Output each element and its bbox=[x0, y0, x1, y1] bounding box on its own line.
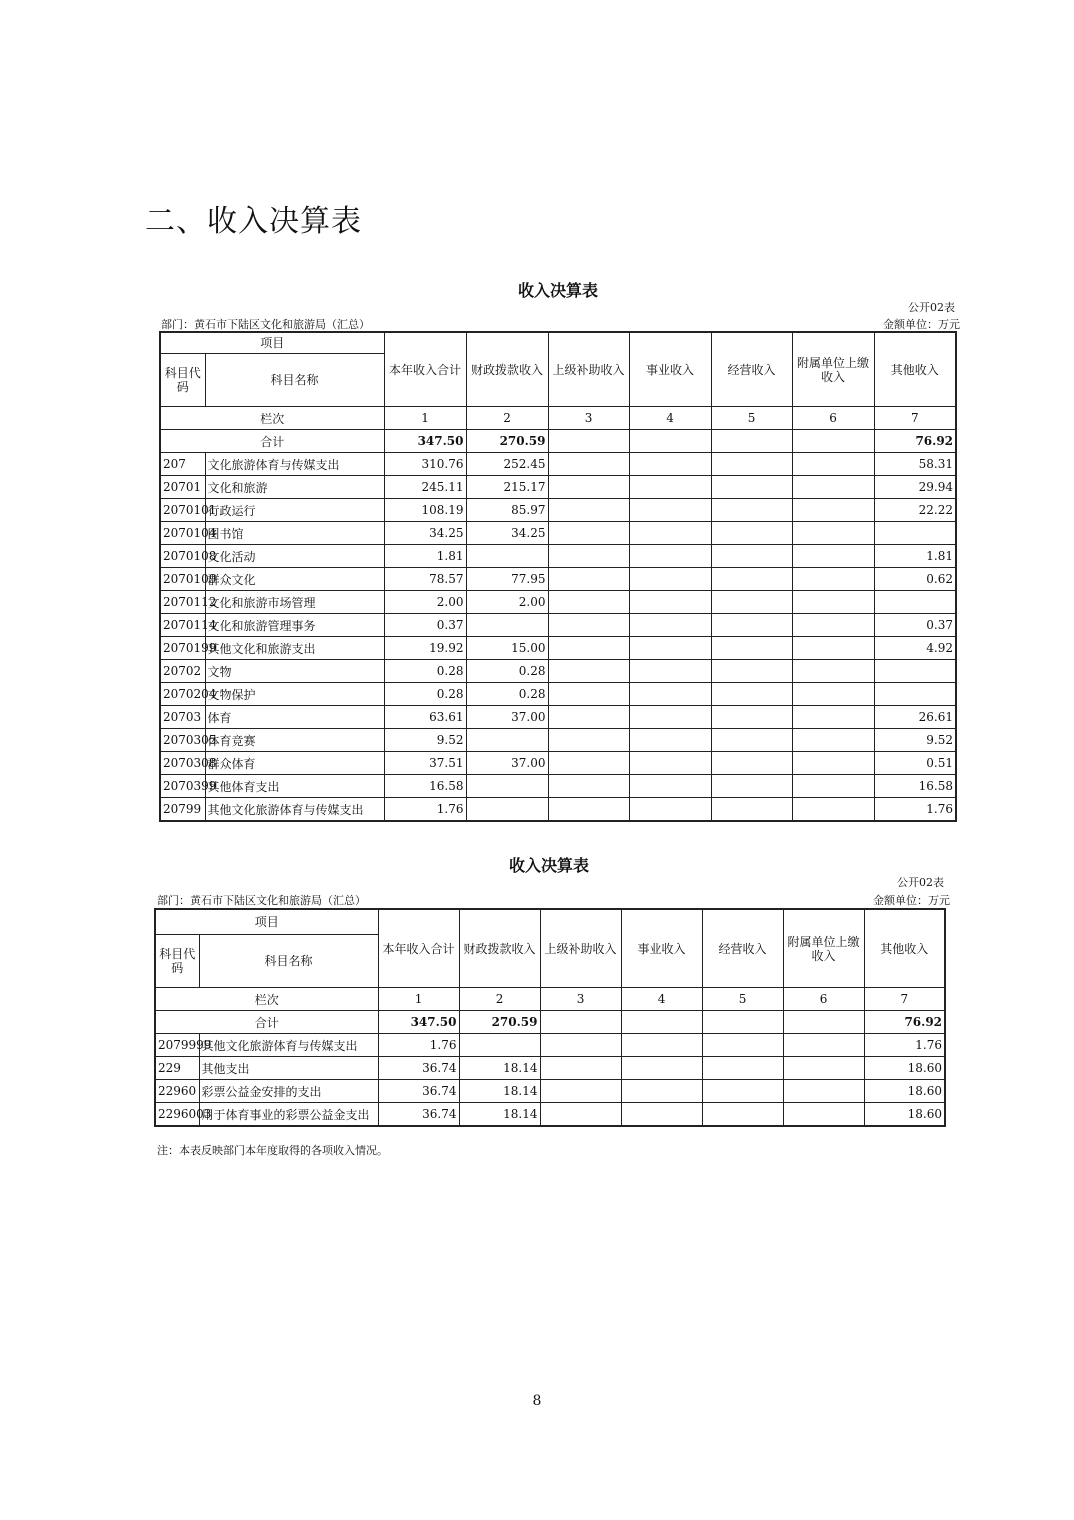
amount-cell: 1.81 bbox=[384, 545, 466, 568]
total-value bbox=[792, 430, 874, 453]
amount-cell bbox=[874, 591, 956, 614]
amount-cell bbox=[874, 522, 956, 545]
column-header: 附属单位上缴收入 bbox=[783, 909, 864, 988]
unit-label: 金额单位：万元 bbox=[883, 318, 960, 331]
column-number: 7 bbox=[874, 407, 956, 430]
amount-cell bbox=[629, 568, 711, 591]
amount-cell bbox=[711, 545, 792, 568]
column-number: 3 bbox=[548, 407, 629, 430]
amount-cell bbox=[783, 1057, 864, 1080]
subject-code: 2070399 bbox=[160, 775, 205, 798]
subject-name: 体育 bbox=[205, 706, 384, 729]
amount-cell: 19.92 bbox=[384, 637, 466, 660]
column-number: 2 bbox=[459, 988, 540, 1011]
subject-name: 文化活动 bbox=[205, 545, 384, 568]
name-header: 科目名称 bbox=[199, 935, 378, 988]
department-label: 部门：黄石市下陆区文化和旅游局（汇总） bbox=[157, 894, 366, 907]
total-value bbox=[783, 1011, 864, 1034]
amount-cell: 4.92 bbox=[874, 637, 956, 660]
column-number: 6 bbox=[792, 407, 874, 430]
amount-cell bbox=[792, 476, 874, 499]
amount-cell bbox=[792, 729, 874, 752]
column-header: 其他收入 bbox=[864, 909, 945, 988]
column-number: 4 bbox=[621, 988, 702, 1011]
subject-code: 229 bbox=[155, 1057, 199, 1080]
table-title: 收入决算表 bbox=[517, 281, 598, 300]
amount-cell bbox=[629, 637, 711, 660]
subject-name: 体育竞赛 bbox=[205, 729, 384, 752]
subject-code: 2296003 bbox=[155, 1103, 199, 1127]
amount-cell bbox=[548, 775, 629, 798]
amount-cell: 0.51 bbox=[874, 752, 956, 775]
amount-cell bbox=[629, 522, 711, 545]
amount-cell: 18.14 bbox=[459, 1103, 540, 1127]
table-row bbox=[160, 568, 956, 591]
amount-cell: 37.00 bbox=[466, 706, 548, 729]
amount-cell bbox=[792, 453, 874, 476]
amount-cell: 108.19 bbox=[384, 499, 466, 522]
amount-cell bbox=[629, 798, 711, 822]
amount-cell: 34.25 bbox=[466, 522, 548, 545]
amount-cell bbox=[711, 568, 792, 591]
total-value bbox=[548, 430, 629, 453]
table-row bbox=[160, 591, 956, 614]
amount-cell bbox=[629, 752, 711, 775]
amount-cell: 63.61 bbox=[384, 706, 466, 729]
amount-cell bbox=[466, 729, 548, 752]
subject-name: 文物保护 bbox=[205, 683, 384, 706]
column-number: 5 bbox=[711, 407, 792, 430]
amount-cell bbox=[548, 798, 629, 822]
amount-cell bbox=[792, 660, 874, 683]
amount-cell: 37.00 bbox=[466, 752, 548, 775]
amount-cell bbox=[702, 1057, 783, 1080]
amount-cell bbox=[711, 729, 792, 752]
column-header: 财政拨款收入 bbox=[459, 909, 540, 988]
amount-cell: 0.37 bbox=[384, 614, 466, 637]
subject-code: 2070112 bbox=[160, 591, 205, 614]
column-number: 1 bbox=[378, 988, 459, 1011]
amount-cell: 34.25 bbox=[384, 522, 466, 545]
amount-cell bbox=[540, 1080, 621, 1103]
column-header: 事业收入 bbox=[621, 909, 702, 988]
department-label: 部门：黄石市下陆区文化和旅游局（汇总） bbox=[161, 318, 370, 331]
amount-cell: 0.28 bbox=[384, 683, 466, 706]
subject-name: 文化和旅游管理事务 bbox=[205, 614, 384, 637]
subject-name: 群众文化 bbox=[205, 568, 384, 591]
total-value bbox=[711, 430, 792, 453]
column-header: 其他收入 bbox=[874, 332, 956, 407]
subject-name: 群众体育 bbox=[205, 752, 384, 775]
amount-cell: 85.97 bbox=[466, 499, 548, 522]
amount-cell bbox=[466, 775, 548, 798]
amount-cell bbox=[711, 614, 792, 637]
amount-cell bbox=[466, 614, 548, 637]
amount-cell: 15.00 bbox=[466, 637, 548, 660]
subject-name: 行政运行 bbox=[205, 499, 384, 522]
amount-cell: 215.17 bbox=[466, 476, 548, 499]
total-value: 76.92 bbox=[874, 430, 956, 453]
subject-code: 2070199 bbox=[160, 637, 205, 660]
amount-cell bbox=[540, 1034, 621, 1057]
amount-cell bbox=[621, 1034, 702, 1057]
amount-cell bbox=[711, 591, 792, 614]
column-header: 本年收入合计 bbox=[384, 332, 466, 407]
column-header: 事业收入 bbox=[629, 332, 711, 407]
amount-cell: 16.58 bbox=[384, 775, 466, 798]
amount-cell: 1.81 bbox=[874, 545, 956, 568]
amount-cell bbox=[711, 752, 792, 775]
income-table bbox=[159, 331, 957, 822]
lanci-label: 栏次 bbox=[160, 407, 384, 430]
subject-name: 其他体育支出 bbox=[205, 775, 384, 798]
amount-cell bbox=[711, 660, 792, 683]
amount-cell bbox=[783, 1080, 864, 1103]
table-row bbox=[160, 798, 956, 822]
subject-name: 用于体育事业的彩票公益金支出 bbox=[199, 1103, 378, 1127]
amount-cell bbox=[792, 499, 874, 522]
subject-code: 207 bbox=[160, 453, 205, 476]
table-row bbox=[155, 1103, 945, 1127]
amount-cell bbox=[711, 683, 792, 706]
amount-cell: 58.31 bbox=[874, 453, 956, 476]
amount-cell: 18.60 bbox=[864, 1057, 945, 1080]
subject-name: 文化旅游体育与传媒支出 bbox=[205, 453, 384, 476]
project-header: 项目 bbox=[155, 909, 378, 935]
column-header: 附属单位上缴收入 bbox=[792, 332, 874, 407]
amount-cell: 0.28 bbox=[466, 683, 548, 706]
subject-code: 2070204 bbox=[160, 683, 205, 706]
amount-cell bbox=[792, 637, 874, 660]
amount-cell bbox=[629, 545, 711, 568]
table-row bbox=[160, 522, 956, 545]
amount-cell: 310.76 bbox=[384, 453, 466, 476]
amount-cell bbox=[548, 683, 629, 706]
column-header: 经营收入 bbox=[711, 332, 792, 407]
subject-name: 其他文化和旅游支出 bbox=[205, 637, 384, 660]
column-header: 上级补助收入 bbox=[540, 909, 621, 988]
table-row bbox=[160, 499, 956, 522]
amount-cell bbox=[629, 453, 711, 476]
amount-cell bbox=[548, 568, 629, 591]
amount-cell bbox=[466, 545, 548, 568]
table-row bbox=[160, 775, 956, 798]
total-value: 347.50 bbox=[384, 430, 466, 453]
amount-cell bbox=[792, 591, 874, 614]
subject-code: 2070104 bbox=[160, 522, 205, 545]
amount-cell bbox=[459, 1034, 540, 1057]
amount-cell: 2.00 bbox=[384, 591, 466, 614]
amount-cell: 18.60 bbox=[864, 1080, 945, 1103]
amount-cell: 9.52 bbox=[384, 729, 466, 752]
subject-name: 文化和旅游 bbox=[205, 476, 384, 499]
table-row bbox=[155, 1057, 945, 1080]
amount-cell bbox=[548, 660, 629, 683]
subject-code: 2070305 bbox=[160, 729, 205, 752]
subject-code: 2070108 bbox=[160, 545, 205, 568]
amount-cell: 1.76 bbox=[874, 798, 956, 822]
subject-code: 20799 bbox=[160, 798, 205, 822]
amount-cell bbox=[548, 476, 629, 499]
amount-cell bbox=[711, 706, 792, 729]
table-row bbox=[160, 476, 956, 499]
amount-cell: 1.76 bbox=[378, 1034, 459, 1057]
amount-cell bbox=[792, 545, 874, 568]
amount-cell bbox=[621, 1080, 702, 1103]
table-row bbox=[160, 453, 956, 476]
subject-code: 2070114 bbox=[160, 614, 205, 637]
amount-cell bbox=[629, 706, 711, 729]
amount-cell: 36.74 bbox=[378, 1080, 459, 1103]
amount-cell bbox=[711, 499, 792, 522]
amount-cell: 29.94 bbox=[874, 476, 956, 499]
amount-cell bbox=[783, 1103, 864, 1127]
table-row bbox=[155, 1080, 945, 1103]
header-row bbox=[155, 909, 945, 935]
amount-cell bbox=[792, 683, 874, 706]
total-value: 76.92 bbox=[864, 1011, 945, 1034]
unit-label: 金额单位：万元 bbox=[873, 894, 950, 907]
total-value bbox=[629, 430, 711, 453]
amount-cell bbox=[540, 1103, 621, 1127]
header-row bbox=[160, 332, 956, 354]
amount-cell bbox=[629, 729, 711, 752]
page-number: 8 bbox=[532, 1393, 542, 1409]
amount-cell bbox=[711, 453, 792, 476]
amount-cell bbox=[629, 775, 711, 798]
amount-cell: 18.60 bbox=[864, 1103, 945, 1127]
amount-cell bbox=[548, 614, 629, 637]
amount-cell bbox=[792, 706, 874, 729]
subject-name: 其他文化旅游体育与传媒支出 bbox=[205, 798, 384, 822]
amount-cell bbox=[548, 637, 629, 660]
subject-name: 文化和旅游市场管理 bbox=[205, 591, 384, 614]
amount-cell bbox=[548, 499, 629, 522]
amount-cell bbox=[548, 453, 629, 476]
column-number: 4 bbox=[629, 407, 711, 430]
amount-cell bbox=[548, 729, 629, 752]
amount-cell bbox=[548, 706, 629, 729]
column-number: 2 bbox=[466, 407, 548, 430]
subject-code: 20701 bbox=[160, 476, 205, 499]
amount-cell: 0.62 bbox=[874, 568, 956, 591]
amount-cell bbox=[792, 775, 874, 798]
table-row bbox=[160, 545, 956, 568]
amount-cell bbox=[629, 591, 711, 614]
amount-cell: 36.74 bbox=[378, 1057, 459, 1080]
column-header: 财政拨款收入 bbox=[466, 332, 548, 407]
table-row bbox=[160, 729, 956, 752]
table-row bbox=[160, 637, 956, 660]
total-value: 347.50 bbox=[378, 1011, 459, 1034]
column-number: 6 bbox=[783, 988, 864, 1011]
column-header: 本年收入合计 bbox=[378, 909, 459, 988]
amount-cell bbox=[629, 660, 711, 683]
subject-code: 22960 bbox=[155, 1080, 199, 1103]
amount-cell bbox=[540, 1057, 621, 1080]
amount-cell: 26.61 bbox=[874, 706, 956, 729]
total-value bbox=[621, 1011, 702, 1034]
amount-cell bbox=[711, 637, 792, 660]
column-number-row bbox=[160, 407, 956, 430]
amount-cell bbox=[466, 798, 548, 822]
table-row bbox=[160, 706, 956, 729]
subject-code: 20702 bbox=[160, 660, 205, 683]
total-value: 270.59 bbox=[459, 1011, 540, 1034]
subject-name: 其他支出 bbox=[199, 1057, 378, 1080]
total-label: 合计 bbox=[155, 1011, 378, 1034]
amount-cell: 18.14 bbox=[459, 1080, 540, 1103]
amount-cell: 77.95 bbox=[466, 568, 548, 591]
amount-cell bbox=[702, 1034, 783, 1057]
amount-cell bbox=[711, 798, 792, 822]
project-header: 项目 bbox=[160, 332, 384, 354]
table-title: 收入决算表 bbox=[508, 856, 589, 875]
amount-cell bbox=[702, 1103, 783, 1127]
amount-cell bbox=[702, 1080, 783, 1103]
subject-code: 2070109 bbox=[160, 568, 205, 591]
amount-cell bbox=[792, 614, 874, 637]
amount-cell bbox=[621, 1103, 702, 1127]
income-table bbox=[154, 908, 946, 1127]
column-number-row bbox=[155, 988, 945, 1011]
amount-cell bbox=[548, 752, 629, 775]
amount-cell bbox=[629, 683, 711, 706]
column-number: 1 bbox=[384, 407, 466, 430]
table-row bbox=[160, 683, 956, 706]
amount-cell: 36.74 bbox=[378, 1103, 459, 1127]
amount-cell bbox=[629, 614, 711, 637]
column-number: 7 bbox=[864, 988, 945, 1011]
amount-cell: 245.11 bbox=[384, 476, 466, 499]
amount-cell bbox=[548, 545, 629, 568]
subject-code: 20703 bbox=[160, 706, 205, 729]
amount-cell: 0.28 bbox=[466, 660, 548, 683]
amount-cell bbox=[711, 476, 792, 499]
amount-cell bbox=[792, 752, 874, 775]
table-note: 注：本表反映部门本年度取得的各项收入情况。 bbox=[157, 1144, 388, 1157]
subject-name: 彩票公益金安排的支出 bbox=[199, 1080, 378, 1103]
amount-cell bbox=[711, 775, 792, 798]
subject-name: 图书馆 bbox=[205, 522, 384, 545]
amount-cell bbox=[711, 522, 792, 545]
form-number: 公开02表 bbox=[908, 301, 955, 314]
amount-cell: 2.00 bbox=[466, 591, 548, 614]
table-row bbox=[160, 660, 956, 683]
subject-name: 文物 bbox=[205, 660, 384, 683]
form-number: 公开02表 bbox=[897, 876, 944, 889]
column-number: 5 bbox=[702, 988, 783, 1011]
lanci-label: 栏次 bbox=[155, 988, 378, 1011]
amount-cell: 18.14 bbox=[459, 1057, 540, 1080]
amount-cell bbox=[792, 568, 874, 591]
amount-cell bbox=[548, 522, 629, 545]
column-header: 经营收入 bbox=[702, 909, 783, 988]
total-value bbox=[540, 1011, 621, 1034]
amount-cell bbox=[874, 660, 956, 683]
amount-cell: 252.45 bbox=[466, 453, 548, 476]
amount-cell: 78.57 bbox=[384, 568, 466, 591]
subject-name: 其他文化旅游体育与传媒支出 bbox=[199, 1034, 378, 1057]
subject-code: 2070308 bbox=[160, 752, 205, 775]
amount-cell bbox=[874, 683, 956, 706]
amount-cell bbox=[783, 1034, 864, 1057]
total-label: 合计 bbox=[160, 430, 384, 453]
amount-cell: 0.37 bbox=[874, 614, 956, 637]
page-heading: 二、收入决算表 bbox=[145, 204, 362, 239]
amount-cell: 1.76 bbox=[864, 1034, 945, 1057]
amount-cell: 0.28 bbox=[384, 660, 466, 683]
table-row bbox=[155, 1034, 945, 1057]
amount-cell bbox=[629, 476, 711, 499]
amount-cell bbox=[548, 591, 629, 614]
amount-cell: 1.76 bbox=[384, 798, 466, 822]
amount-cell: 9.52 bbox=[874, 729, 956, 752]
total-row bbox=[155, 1011, 945, 1034]
amount-cell bbox=[792, 522, 874, 545]
code-header: 科目代码 bbox=[155, 935, 199, 988]
code-header: 科目代码 bbox=[160, 354, 205, 407]
total-value bbox=[702, 1011, 783, 1034]
table-row bbox=[160, 752, 956, 775]
column-number: 3 bbox=[540, 988, 621, 1011]
name-header: 科目名称 bbox=[205, 354, 384, 407]
amount-cell bbox=[792, 798, 874, 822]
total-value: 270.59 bbox=[466, 430, 548, 453]
total-row bbox=[160, 430, 956, 453]
table-row bbox=[160, 614, 956, 637]
amount-cell: 16.58 bbox=[874, 775, 956, 798]
column-header: 上级补助收入 bbox=[548, 332, 629, 407]
subject-code: 2070101 bbox=[160, 499, 205, 522]
amount-cell: 37.51 bbox=[384, 752, 466, 775]
subject-code: 2079999 bbox=[155, 1034, 199, 1057]
amount-cell bbox=[629, 499, 711, 522]
amount-cell: 22.22 bbox=[874, 499, 956, 522]
amount-cell bbox=[621, 1057, 702, 1080]
